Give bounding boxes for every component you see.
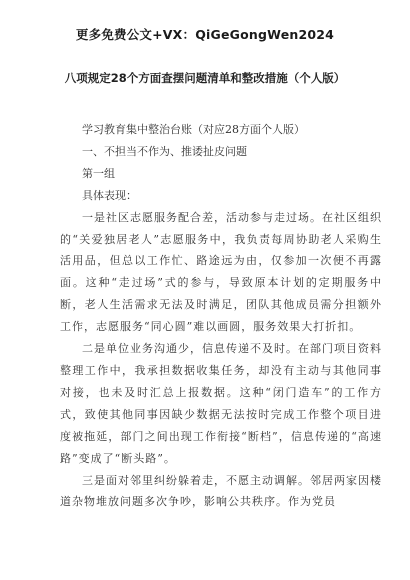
ledger-heading: 学习教育集中整治台账（对应28方面个人版）: [82, 123, 305, 136]
group-label: 第一组: [82, 166, 115, 180]
paragraph-community-volunteer: 一是社区志愿服务配合差，活动参与走过场。在社区组织的“关爱独居老人”志愿服务中，我负责每周协助老人采购生活用品，但总以工作忙、路途远为由，仅参加一次便不再露面。这种“走过场”式的参与，导致原本计划的定期服务中断，老人生活需求无法及时满足，团队其他成员需分担额外工作，志愿服务“同心圆”难以画圆，服务效果大打折扣。: [60, 210, 382, 334]
specific-manifestations-label: 具体表现：: [82, 188, 137, 202]
paragraph-work-communication: 二是单位业务沟通少，信息传递不及时。在部门项目资料整理工作中，我承担数据收集任务，却没有主动与其他同事对接，也未及时汇总上报数据。这种“闭门造车”的工作方式，致使其他同事因缺少数据无法按时完成工作整个项目进度被拖延，部门之间出现工作衔接“断档”，信息传递的“高速路”变成了“断头路”。: [60, 342, 382, 465]
watermark-text: 更多免费公文+VX：QiGeGongWen2024: [75, 27, 335, 42]
document-title: 八项规定28个方面查摆问题清单和整改措施（个人版）: [64, 71, 346, 85]
section-heading: 一、不担当不作为、推诿扯皮问题: [82, 144, 247, 158]
document-body: [60, 119, 382, 513]
paragraph-neighbor-dispute: 三是面对邻里纠纷躲着走，不愿主动调解。邻居两家因楼道杂物堆放问题多次争吵，影响公共秩序。作为党员: [60, 473, 382, 509]
